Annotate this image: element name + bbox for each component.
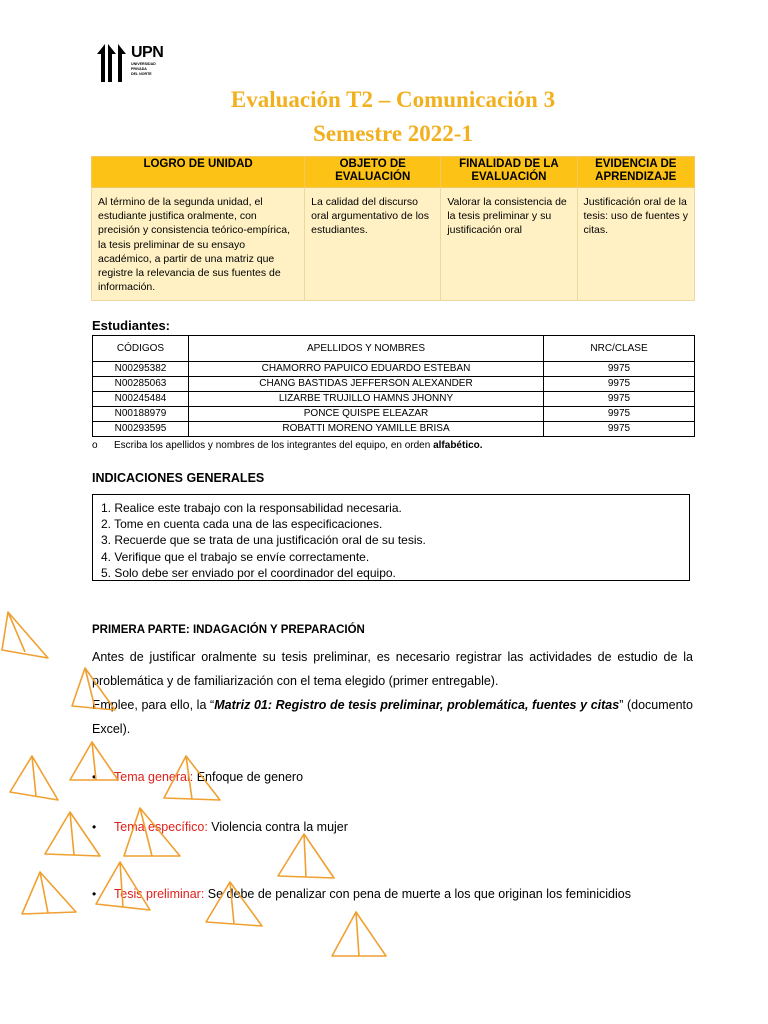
evidencia-header: EVIDENCIA DE APRENDIZAJE: [577, 157, 695, 188]
item-label: Tesis preliminar:: [114, 887, 205, 901]
finalidad-header: FINALIDAD DE LA EVALUACIÓN: [441, 157, 577, 188]
note-bullet: o: [92, 440, 98, 451]
objeto-header: OBJETO DE EVALUACIÓN: [305, 157, 441, 188]
logro-cell: Al término de la segunda unidad, el estudiante justifica oralmente, con precisión y consistencia teórico-empírica, la tesis preliminar de su ensayo académico, a partir de una matriz que registre la relevancia de sus fuentes de información.: [92, 188, 305, 301]
list-item: 3. Recuerde que se trata de una justificación oral de su tesis.: [101, 533, 426, 548]
item-label: Tema general:: [114, 770, 194, 784]
student-name: CHAMORRO PAPUICO EDUARDO ESTEBAN: [189, 362, 544, 377]
student-name: PONCE QUISPE ELEAZAR: [189, 407, 544, 422]
tema-especifico-item: [92, 820, 348, 834]
indicaciones-title: INDICACIONES GENERALES: [92, 471, 265, 485]
triangle-icon: [22, 872, 76, 914]
finalidad-cell: Valorar la consistencia de la tesis preliminar y su justificación oral: [441, 188, 577, 301]
matriz-name: Matriz 01: Registro de tesis preliminar, problemática, fuentes y citas: [214, 698, 620, 712]
table-row: [93, 422, 695, 437]
indicaciones-box: [92, 494, 690, 581]
item-value: Enfoque de genero: [193, 770, 304, 784]
students-note: [92, 440, 483, 451]
logro-header: LOGRO DE UNIDAD: [92, 157, 305, 188]
student-nrc: 9975: [544, 362, 695, 377]
item-value: Se debe de penalizar con pena de muerte a los que originan los feminicidios: [204, 887, 631, 901]
paragraph-text: Emplee, para ello, la “: [92, 698, 215, 712]
list-item: 5. Solo debe ser enviado por el coordinador del equipo.: [101, 565, 396, 580]
student-name: CHANG BASTIDAS JEFFERSON ALEXANDER: [189, 377, 544, 392]
list-item: 4. Verifique que el trabajo se envíe correctamente.: [101, 549, 370, 564]
logo-subtitle: [131, 62, 167, 77]
logro-content-row: [92, 188, 695, 301]
triangle-icon: [278, 834, 334, 878]
paragraph: [92, 693, 693, 741]
codigos-header: CÓDIGOS: [93, 336, 189, 362]
triangle-icon: [10, 756, 58, 800]
student-nrc: 9975: [544, 407, 695, 422]
table-row: [93, 392, 695, 407]
tesis-preliminar-item: [92, 887, 631, 901]
document-title: Evaluación T2 – Comunicación 3: [230, 87, 556, 112]
table-row: [93, 377, 695, 392]
table-row: [93, 362, 695, 377]
paragraph: Antes de justificar oralmente su tesis preliminar, es necesario registrar las actividades de estudio de la problemática y de familiarización con el tema elegido (primer entregable).: [92, 650, 693, 688]
student-code: N00285063: [93, 377, 189, 392]
table-row: [93, 407, 695, 422]
document-subtitle: Semestre 2022-1: [313, 121, 473, 146]
logro-header-row: [92, 157, 695, 188]
evidencia-cell: Justificación oral de la tesis: uso de fuentes y citas.: [577, 188, 695, 301]
bullet: •: [92, 887, 97, 901]
logro-table: [91, 156, 695, 301]
logo-sub-line: PRIVADA: [131, 67, 147, 71]
student-code: N00293595: [93, 422, 189, 437]
triangle-icon: [2, 612, 48, 658]
triangle-icon: [45, 812, 100, 856]
student-nrc: 9975: [544, 392, 695, 407]
student-name: LIZARBE TRUJILLO HAMNS JHONNY: [189, 392, 544, 407]
student-nrc: 9975: [544, 377, 695, 392]
nombres-header: APELLIDOS Y NOMBRES: [189, 336, 544, 362]
logo-name: UPN: [131, 44, 164, 61]
objeto-cell: La calidad del discurso oral argumentativo de los estudiantes.: [305, 188, 441, 301]
bullet: •: [92, 820, 97, 834]
nrc-header: NRC/CLASE: [544, 336, 695, 362]
logo-sub-line: DEL NORTE: [131, 72, 152, 76]
students-table: [92, 335, 695, 437]
note-bold: alfabético.: [433, 440, 483, 451]
paragraph-text: ” (documento Excel).: [92, 698, 693, 736]
primera-parte-title: PRIMERA PARTE: INDAGACIÓN Y PREPARACIÓN: [92, 624, 365, 636]
item-value: Violencia contra la mujer: [207, 820, 348, 834]
student-code: N00245484: [93, 392, 189, 407]
student-nrc: 9975: [544, 422, 695, 437]
tema-general-item: [92, 770, 303, 784]
note-text: Escriba los apellidos y nombres de los integrantes del equipo, en orden: [114, 440, 434, 451]
item-label: Tema específico:: [114, 820, 208, 834]
list-item: 1. Realice este trabajo con la responsabilidad necesaria.: [101, 501, 402, 515]
student-name: ROBATTI MORENO YAMILLE BRISA: [189, 422, 544, 437]
list-item: 2. Tome en cuenta cada una de las especificaciones.: [101, 517, 383, 532]
student-code: N00188979: [93, 407, 189, 422]
upn-logo-icon: [97, 44, 129, 82]
bullet: •: [92, 770, 97, 784]
logo-sub-line: UNIVERSIDAD: [131, 62, 156, 66]
students-header-row: [93, 336, 695, 362]
triangle-icon: [332, 912, 386, 956]
upn-logo: [97, 44, 167, 84]
students-label: Estudiantes:: [92, 318, 171, 333]
triangle-icon: [96, 862, 150, 910]
student-code: N00295382: [93, 362, 189, 377]
